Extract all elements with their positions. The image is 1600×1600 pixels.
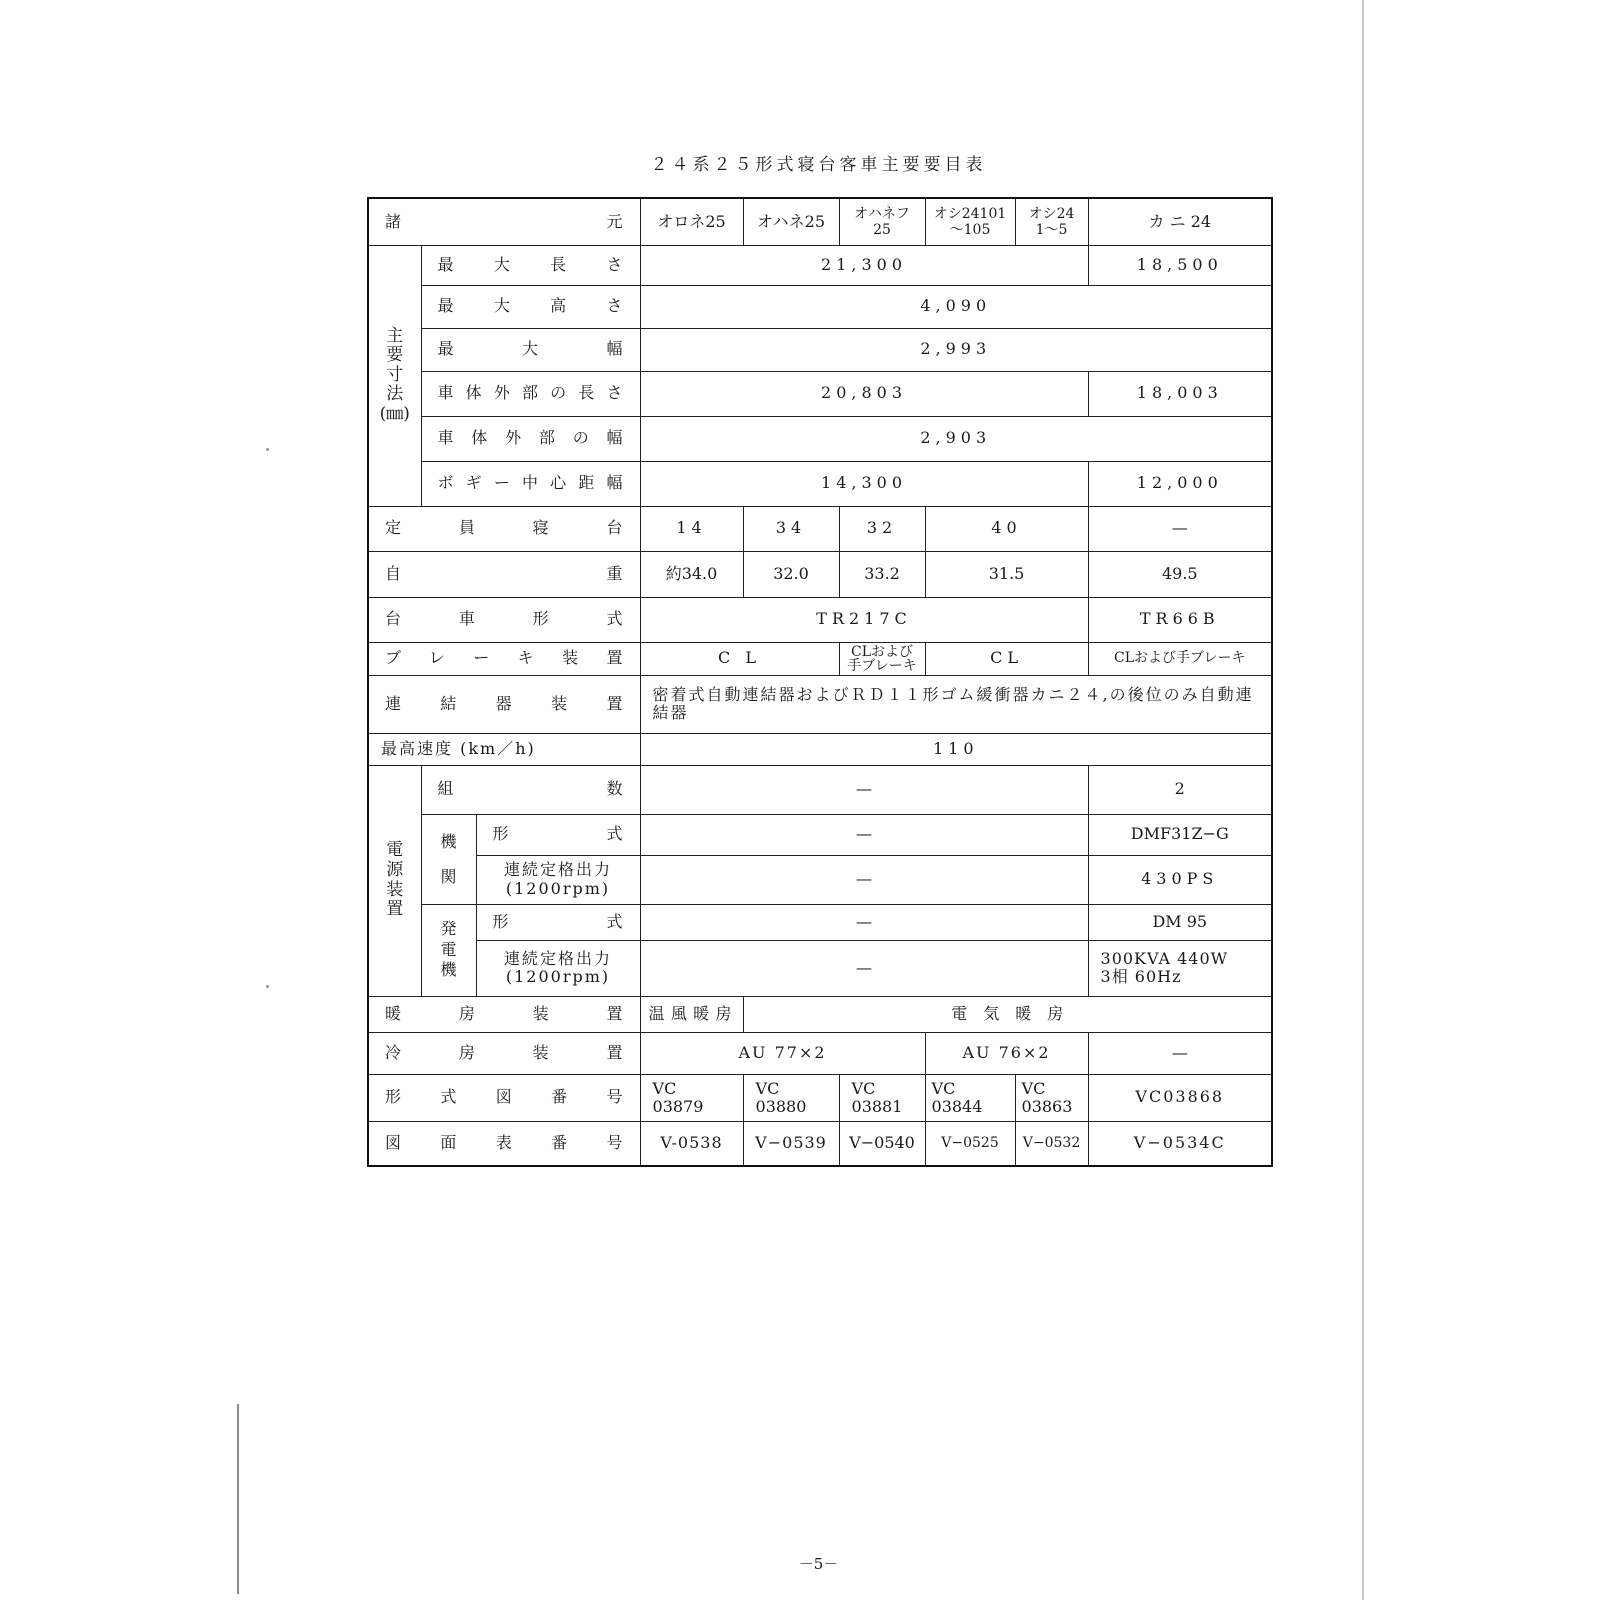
- row-label: 台車形式: [368, 597, 640, 642]
- row-label: 最大長さ: [421, 245, 640, 285]
- table-row: [368, 1032, 1272, 1074]
- cell-value: 34: [743, 506, 839, 551]
- cell-value: —: [640, 904, 1088, 940]
- cell-value: 12,000: [1088, 461, 1272, 506]
- cell-value: —: [1088, 506, 1272, 551]
- table-row: [368, 733, 1272, 765]
- cell-value: 2,993: [640, 328, 1272, 371]
- row-label: 最高速度 (km／h): [368, 733, 640, 765]
- row-label: 形式図番号: [368, 1074, 640, 1121]
- cell-value: VC 03844: [925, 1074, 1015, 1121]
- scan-edge: [1362, 0, 1364, 1600]
- cell-value: —: [640, 855, 1088, 904]
- row-label: 連結器装置: [368, 675, 640, 733]
- cell-value: V−0539: [743, 1121, 839, 1166]
- row-label: ボギー中心距幅: [421, 461, 640, 506]
- cell-value: 20,803: [640, 371, 1088, 416]
- cell-value: AU 76×2: [925, 1032, 1088, 1074]
- cell-value: VC 03863: [1015, 1074, 1088, 1121]
- cell-value: —: [640, 940, 1088, 996]
- spec-table: [367, 197, 1273, 1167]
- cell-value: 2: [1088, 765, 1272, 814]
- row-label: 自重: [368, 551, 640, 597]
- row-label: 形式: [476, 814, 640, 855]
- cell-value: 約34.0: [640, 551, 743, 597]
- table-row: [368, 765, 1272, 814]
- table-row: [368, 1121, 1272, 1166]
- header-spec: 諸 元: [368, 198, 640, 245]
- cell-value: 33.2: [839, 551, 925, 597]
- row-label: 連続定格出力 (1200rpm): [476, 855, 640, 904]
- cell-value: C L: [640, 642, 839, 675]
- table-row: [368, 461, 1272, 506]
- cell-value: 32.0: [743, 551, 839, 597]
- table-row: [368, 506, 1272, 551]
- cell-value: 300KVA 440W 3相 60Hz: [1088, 940, 1272, 996]
- row-label: 車体外部の幅: [421, 416, 640, 461]
- cell-value: 14: [640, 506, 743, 551]
- row-label: 定員寝台: [368, 506, 640, 551]
- table-row: [368, 855, 1272, 904]
- header-car: オシ24101 ～105: [925, 198, 1015, 245]
- cell-value: 49.5: [1088, 551, 1272, 597]
- scan-speck: [266, 448, 269, 451]
- table-row: [368, 597, 1272, 642]
- table-row: [368, 328, 1272, 371]
- cell-value: 18,500: [1088, 245, 1272, 285]
- header-car: オロネ25: [640, 198, 743, 245]
- table-row: [368, 996, 1272, 1032]
- engine-label: 機 関: [421, 814, 476, 904]
- row-label: ブレーキ装置: [368, 642, 640, 675]
- cell-value: VC 03879: [640, 1074, 743, 1121]
- row-label: 最大幅: [421, 328, 640, 371]
- table-row: [368, 198, 1272, 245]
- header-car: オハネ25: [743, 198, 839, 245]
- cell-value: CLおよび手ブレーキ: [1088, 642, 1272, 675]
- table-row: [368, 940, 1272, 996]
- row-label: 連続定格出力 (1200rpm): [476, 940, 640, 996]
- cell-value: V-0538: [640, 1121, 743, 1166]
- table-row: [368, 551, 1272, 597]
- row-label: 暖房装置: [368, 996, 640, 1032]
- cell-value: 21,300: [640, 245, 1088, 285]
- cell-value: V−0540: [839, 1121, 925, 1166]
- cell-value: DMF31Z−G: [1088, 814, 1272, 855]
- table-row: [368, 642, 1272, 675]
- table-row: [368, 245, 1272, 285]
- cell-value: 32: [839, 506, 925, 551]
- cell-value: 18,003: [1088, 371, 1272, 416]
- cell-value: V−0525: [925, 1121, 1015, 1166]
- table-row: [368, 1074, 1272, 1121]
- cell-value: —: [640, 765, 1088, 814]
- cell-value: CLおよび 手ブレーキ: [839, 642, 925, 675]
- row-label: 冷房装置: [368, 1032, 640, 1074]
- cell-value: 密着式自動連結器およびＲＤ１１形ゴム緩衝器カニ２４,の後位のみ自動連結器: [640, 675, 1272, 733]
- cell-value: 2,903: [640, 416, 1272, 461]
- cell-value: TR66B: [1088, 597, 1272, 642]
- cell-value: VC 03880: [743, 1074, 839, 1121]
- page-number: －5－: [798, 1555, 839, 1573]
- cell-value: 電 気 暖 房: [743, 996, 1272, 1032]
- header-car: カ ニ 24: [1088, 198, 1272, 245]
- cell-value: AU 77×2: [640, 1032, 925, 1074]
- cell-value: 31.5: [925, 551, 1088, 597]
- table-row: [368, 904, 1272, 940]
- table-row: [368, 285, 1272, 328]
- cell-value: CL: [925, 642, 1088, 675]
- table-row: [368, 371, 1272, 416]
- page-title: ２４系２５形式寝台客車主要要目表: [650, 155, 987, 175]
- cell-value: VC03868: [1088, 1074, 1272, 1121]
- header-car: オハネフ 25: [839, 198, 925, 245]
- cell-value: 430PS: [1088, 855, 1272, 904]
- power-group-label: 電 源 装 置: [368, 765, 421, 996]
- dimensions-group-label: 主 要 寸 法 (㎜): [368, 245, 421, 506]
- cell-value: TR217C: [640, 597, 1088, 642]
- row-label: 車体外部の長さ: [421, 371, 640, 416]
- row-label: 組数: [421, 765, 640, 814]
- table-row: [368, 675, 1272, 733]
- cell-value: —: [640, 814, 1088, 855]
- table-row: [368, 416, 1272, 461]
- row-label: 図面表番号: [368, 1121, 640, 1166]
- header-car: オシ24 1～5: [1015, 198, 1088, 245]
- cell-value: 110: [640, 733, 1272, 765]
- cell-value: 40: [925, 506, 1088, 551]
- row-label: 形式: [476, 904, 640, 940]
- table-row: [368, 814, 1272, 855]
- cell-value: 4,090: [640, 285, 1272, 328]
- row-label: 最大高さ: [421, 285, 640, 328]
- cell-value: VC 03881: [839, 1074, 925, 1121]
- cell-value: V−0532: [1015, 1121, 1088, 1166]
- generator-label: 発 電 機: [421, 904, 476, 996]
- cell-value: 14,300: [640, 461, 1088, 506]
- cell-value: V−0534C: [1088, 1121, 1272, 1166]
- scan-speck: [266, 985, 269, 988]
- cell-value: DM 95: [1088, 904, 1272, 940]
- cell-value: 温風暖房: [640, 996, 743, 1032]
- cell-value: —: [1088, 1032, 1272, 1074]
